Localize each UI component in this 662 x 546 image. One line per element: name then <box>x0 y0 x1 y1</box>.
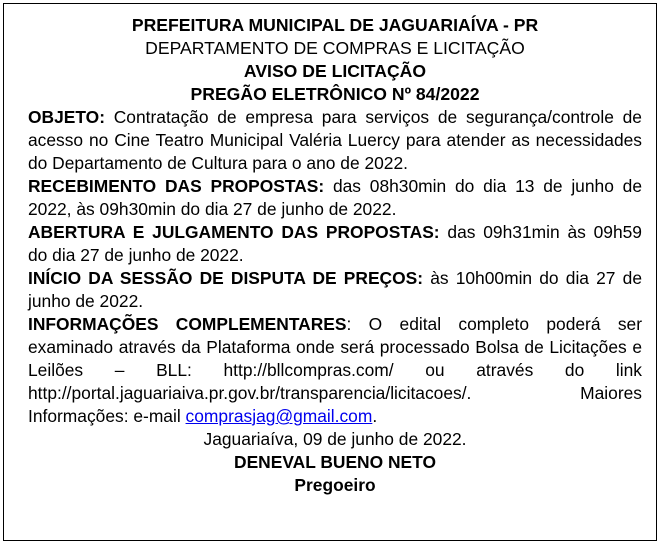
notice-frame <box>3 3 657 541</box>
informacoes-label: INFORMAÇÕES COMPLEMENTARES <box>28 314 347 334</box>
objeto-label: OBJETO: <box>28 107 105 127</box>
inicio-text: às 10h00min do dia 27 de junho de 2022. <box>28 268 642 311</box>
notice-type: AVISO DE LICITAÇÃO <box>243 61 427 81</box>
signer-name: DENEVAL BUENO NETO <box>234 452 436 472</box>
recebimento-paragraph <box>28 175 642 221</box>
abertura-paragraph <box>28 221 642 267</box>
department-title: DEPARTAMENTO DE COMPRAS E LICITAÇÃO <box>145 38 525 58</box>
municipality-title: PREFEITURA MUNICIPAL DE JAGUARIAÍVA - PR <box>131 15 539 35</box>
recebimento-label: RECEBIMENTO DAS PROPOSTAS: <box>28 176 325 196</box>
informacoes-end: . <box>372 406 378 426</box>
place-date: Jaguariaíva, 09 de junho de 2022. <box>203 429 467 449</box>
inicio-paragraph <box>28 267 642 313</box>
signer-role: Pregoeiro <box>294 475 376 495</box>
procedure-number: PREGÃO ELETRÔNICO Nº 84/2022 <box>190 84 480 104</box>
recebimento-text: das 08h30min do dia 13 de junho de 2022, às 09h30min do dia 27 de junho de 2022. <box>28 176 642 219</box>
email-link[interactable]: comprasjag@gmail.com <box>185 406 373 426</box>
informacoes-paragraph <box>28 313 642 428</box>
abertura-text: das 09h31min às 09h59 do dia 27 de junho de 2022. <box>28 222 642 265</box>
objeto-text: Contratação de empresa para serviços de segurança/controle de acesso no Cine Teatro Municipal Valéria Luercy para atender as necessidades do Departamento de Cultura para o ano de 2022. <box>28 107 642 173</box>
notice-content <box>28 14 642 497</box>
objeto-paragraph <box>28 106 642 175</box>
inicio-label: INÍCIO DA SESSÃO DE DISPUTA DE PREÇOS: <box>28 268 424 288</box>
abertura-label: ABERTURA E JULGAMENTO DAS PROPOSTAS: <box>28 222 440 242</box>
informacoes-text: : O edital completo poderá ser examinado através da Plataforma onde será processado Bolsa de Licitações e Leilões – BLL: http://bllcompras.com/ ou através do link http://portal.jaguariaiva.pr.gov.br/transparencia/licitacoes/. Maiores Informações: e-mail <box>28 314 642 426</box>
